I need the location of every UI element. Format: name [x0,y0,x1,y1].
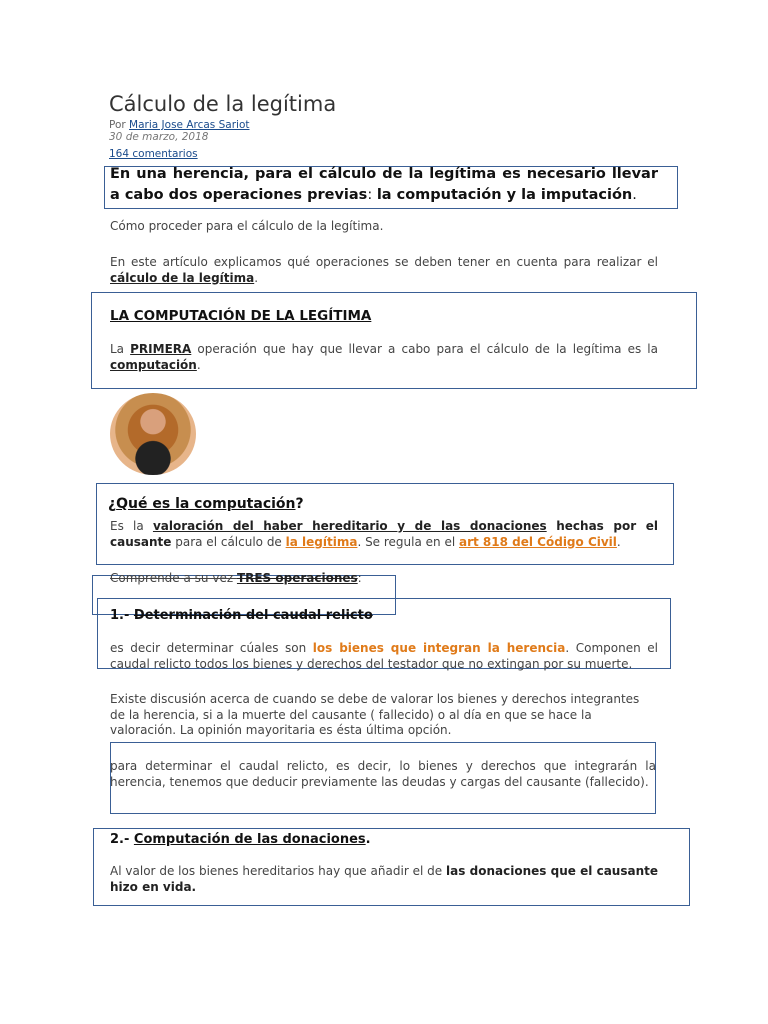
computacion-emphasis: computación [110,357,197,372]
step-heading-text: Computación de las donaciones [133,832,366,847]
byline [109,119,250,131]
text: es decir determinar cúales son [110,641,313,655]
lead-colon: : [367,187,377,203]
intro-line: Cómo proceder para el cálculo de la legítima. [110,219,384,233]
text: . [196,357,201,372]
step-number: 2.- [110,832,134,847]
byline-prefix: Por [109,119,126,131]
q-mark: ¿ [108,496,117,512]
text: . Componen el caudal relicto todos los bienes y derechos del testador que no extingan por su muerte. [110,641,659,671]
tres-emphasis: TRES operaciones [236,571,358,585]
lead-part: En una herencia, para el cálculo de la legítima es necesario llevar a cabo dos operaciones previas [110,166,658,203]
primera-emphasis: PRIMERA [130,342,192,356]
text: : [357,571,362,585]
que-es-heading [108,496,304,512]
donaciones-emphasis: las donaciones que el causante hizo en vida [110,864,658,894]
step1-paragraph [110,641,658,672]
bienes-highlight: los bienes que integran la herencia [312,641,566,655]
comments-count[interactable] [109,148,198,160]
valoracion-emphasis: valoración del haber hereditario y de las donaciones [152,519,547,533]
text: . [365,832,371,847]
text: La [110,342,131,356]
text: Es la [110,519,153,533]
lead-part: la computación y la imputación [376,187,633,203]
intro-text: En este artículo explicamos qué operaciones se deben tener en cuenta para realizar el [110,255,658,269]
intro-paragraph [110,255,658,286]
intro-end: . [254,270,259,285]
text: . [616,534,621,549]
author-avatar [110,393,196,475]
text: . [191,879,197,894]
step1-heading [110,608,373,623]
author-link[interactable]: Maria Jose Arcas Sariot [129,119,250,131]
text: para el cálculo de [171,534,286,549]
step-heading-text: Determinación del caudal relicto [133,608,373,623]
text: . Se regula en el [357,534,459,549]
heading-text: Qué es la computación [116,496,296,512]
text: Al valor de los bienes hereditarios hay que añadir el de [110,864,447,878]
deducir-paragraph: para determinar el caudal relicto, es decir, lo bienes y derechos que integrarán la herencia, tenemos que deducir previamente las deudas y cargas del causante (fallecido). [110,759,656,789]
causante-emphasis: hechas por el causante [110,519,658,549]
codigo-civil-link[interactable]: art 818 del Código Civil [459,534,617,549]
post-date: 30 de marzo, 2018 [109,131,209,143]
computacion-paragraph [110,342,658,373]
comprende-line [110,571,410,587]
lead-period: . [632,187,637,203]
legitima-link[interactable]: la legítima [285,534,358,549]
que-es-paragraph [110,519,658,550]
q-mark: ? [295,496,304,512]
computacion-box [91,292,697,389]
page-title: Cálculo de la legítima [109,92,337,116]
step2-heading [110,832,371,847]
step-number: 1.- [110,608,134,623]
computacion-heading: LA COMPUTACIÓN DE LA LEGÍTIMA [110,308,372,324]
text: Comprende a su vez [110,571,237,585]
calculo-link[interactable]: cálculo de la legítima [110,270,255,285]
comments-link[interactable]: 164 comentarios [109,148,198,160]
step2-paragraph [110,864,658,895]
text: operación que hay que llevar a cabo para el cálculo de la legítima es la [191,342,658,356]
discusion-paragraph: Existe discusión acerca de cuando se debe de valorar los bienes y derechos integrantes de la herencia, si a la muerte del causante ( fallecido) o al día en que se hace la valoración. La opinión mayoritaria es ésta última opción. [110,692,640,737]
lead-text [110,164,658,206]
